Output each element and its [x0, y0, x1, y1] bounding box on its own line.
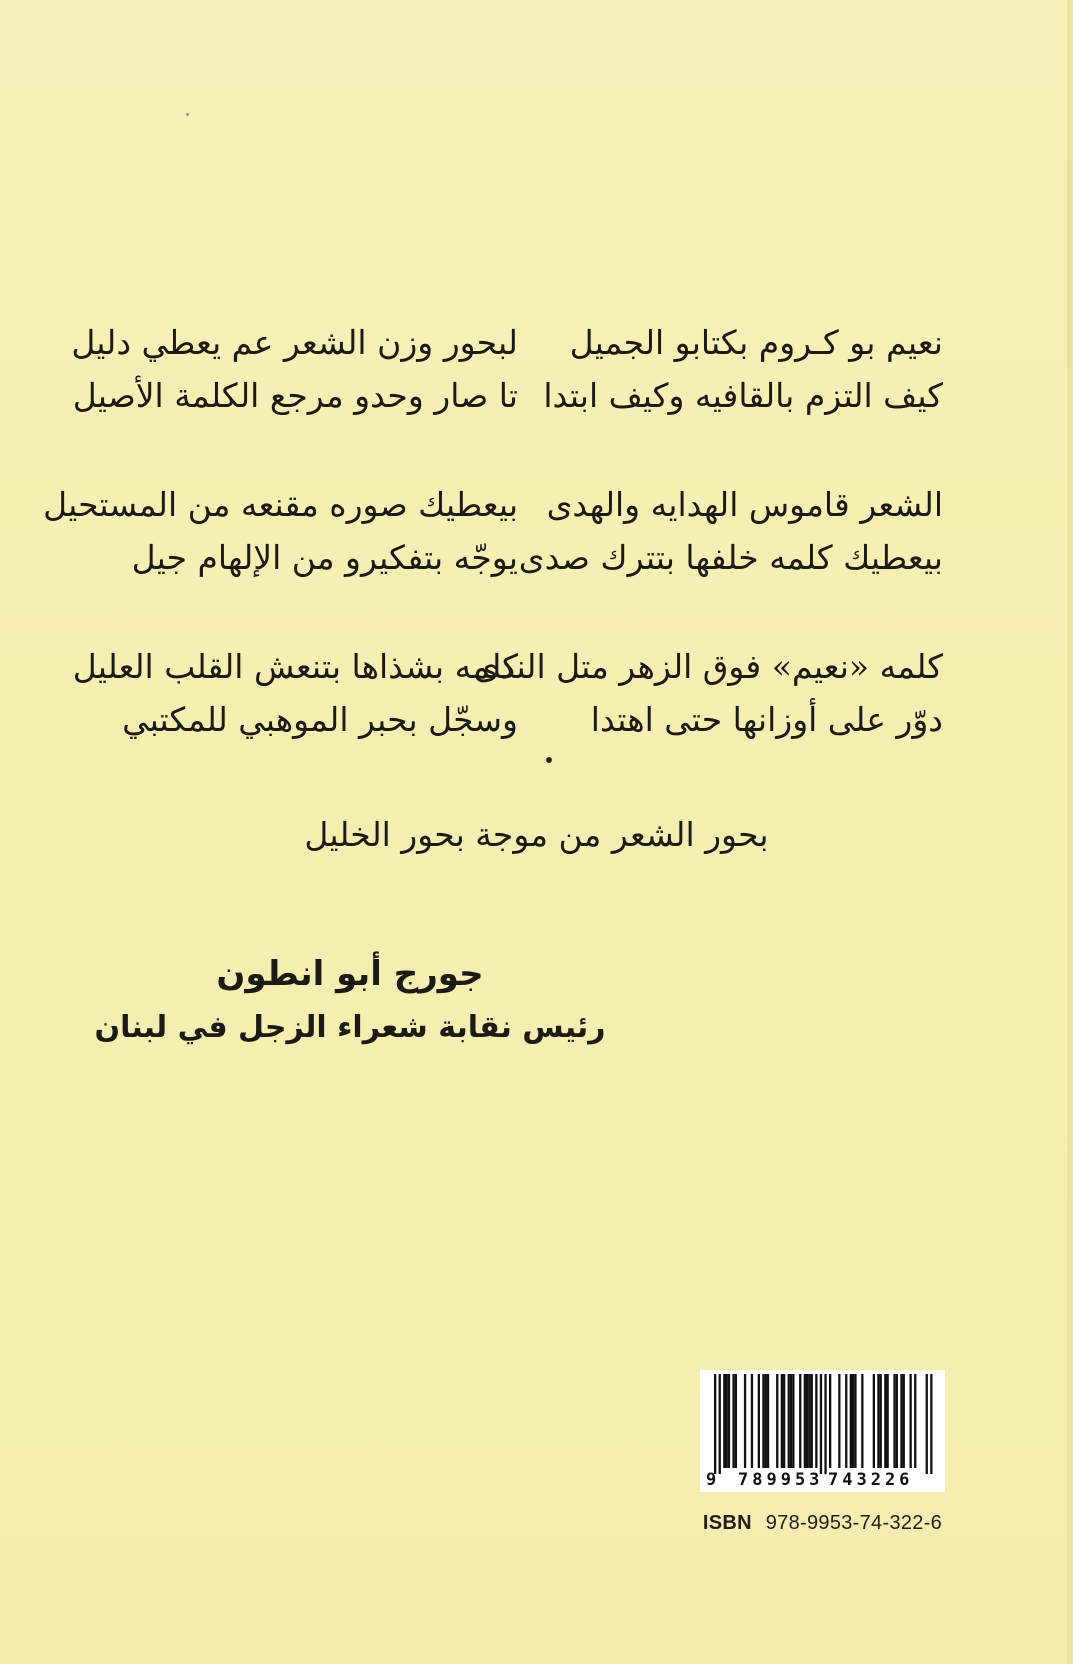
- barcode-bar: [845, 1374, 847, 1468]
- barcode-bar: [900, 1374, 902, 1468]
- barcode-bar: [714, 1374, 716, 1474]
- barcode-digits: [700, 1470, 945, 1492]
- barcode-digit-group-2: 743226: [828, 1470, 914, 1490]
- signature-block: [0, 945, 700, 1053]
- verse-line: بيعطيك كلمه خلفها بتترك صدى: [518, 538, 943, 577]
- barcode-bar: [783, 1374, 785, 1468]
- barcode-bar: [854, 1374, 856, 1468]
- isbn-label: ISBN: [702, 1512, 752, 1534]
- barcode-bar: [811, 1374, 813, 1468]
- barcode: [700, 1370, 945, 1510]
- verse-line: الشعر قاموس الهدايه والهدى: [546, 485, 943, 524]
- barcode-bar: [815, 1374, 817, 1468]
- stanza-1-left: [71, 316, 518, 422]
- barcode-bar: [838, 1374, 840, 1468]
- stanza-3-right: [473, 640, 943, 746]
- dot-ornament: [546, 757, 552, 763]
- paper-speck: [186, 113, 189, 116]
- stanza-2-right: [518, 478, 943, 584]
- verse-line: وسجّل بحبر الموهبي للمكتبي: [122, 700, 518, 739]
- barcode-bar: [824, 1374, 826, 1474]
- verse-line: كلمه «نعيم» فوق الزهر متل الندى: [473, 647, 943, 686]
- verse-line: دوّر على أوزانها حتى اهتدا: [590, 700, 943, 739]
- barcode-bar: [732, 1374, 734, 1468]
- verse-line: كيف التزم بالقافيه وكيف ابتدا: [543, 376, 943, 415]
- verse-line: لبحور وزن الشعر عم يعطي دليل: [71, 323, 518, 362]
- isbn: [700, 1512, 945, 1535]
- stanza-2-left: [43, 478, 518, 584]
- barcode-bar: [910, 1374, 912, 1468]
- barcode-bar: [719, 1374, 721, 1474]
- barcode-bar: [781, 1374, 783, 1468]
- barcode-bar: [776, 1374, 778, 1468]
- barcode-bar: [852, 1374, 854, 1468]
- closing-line-text: بحور الشعر من موجة بحور الخليل: [304, 815, 769, 854]
- barcode-bar: [728, 1374, 730, 1468]
- barcode-bar: [884, 1374, 886, 1468]
- barcode-bar: [877, 1374, 879, 1468]
- barcode-bar: [744, 1374, 746, 1468]
- stanza-3-left: [72, 640, 518, 746]
- barcode-bar: [926, 1374, 928, 1474]
- isbn-number: 978-9953-74-322-6: [765, 1512, 943, 1534]
- barcode-bar: [887, 1374, 889, 1468]
- barcode-bar: [767, 1374, 769, 1468]
- verse-line: يوجّه بتفكيرو من الإلهام جيل: [131, 538, 518, 577]
- verse-line: تا صار وحدو مرجع الكلمة الأصيل: [72, 376, 518, 415]
- barcode-bar: [726, 1374, 728, 1468]
- barcode-bar: [893, 1374, 895, 1468]
- barcode-bar: [790, 1374, 792, 1468]
- barcode-bar: [896, 1374, 898, 1468]
- barcode-bar: [914, 1374, 916, 1468]
- barcode-digit-group-1: 789953: [738, 1470, 824, 1490]
- barcode-bar: [930, 1374, 932, 1474]
- barcode-bar: [903, 1374, 905, 1468]
- barcode-bar: [806, 1374, 808, 1468]
- barcode-bar: [762, 1374, 764, 1468]
- closing-line: [0, 808, 1073, 861]
- barcode-bar: [861, 1374, 863, 1468]
- barcode-first-digit: 9: [706, 1470, 717, 1490]
- verse-line: كلمه بشذاها بتنعش القلب العليل: [72, 647, 518, 686]
- author-title: رئيس نقابة شعراء الزجل في لبنان: [94, 1010, 606, 1045]
- barcode-bars: [700, 1370, 945, 1474]
- barcode-bar: [788, 1374, 790, 1468]
- author-name: جورج أبو انطون: [216, 954, 484, 994]
- verse-line: نعيم بو كـروم بكتابو الجميل: [569, 323, 943, 362]
- verse-line: بيعطيك صوره مقنعه من المستحيل: [43, 485, 518, 524]
- barcode-bar: [873, 1374, 875, 1468]
- barcode-bar: [735, 1374, 737, 1468]
- barcode-bar: [758, 1374, 760, 1468]
- barcode-bar: [751, 1374, 753, 1468]
- barcode-bar: [829, 1374, 831, 1468]
- barcode-bar: [850, 1374, 852, 1468]
- barcode-bar: [723, 1374, 725, 1468]
- barcode-bar: [804, 1374, 806, 1468]
- barcode-bar: [799, 1374, 801, 1468]
- barcode-bar: [765, 1374, 767, 1468]
- barcode-bar: [820, 1374, 822, 1474]
- stanza-1-right: [543, 316, 943, 422]
- barcode-bar: [880, 1374, 882, 1468]
- barcode-bar: [808, 1374, 810, 1468]
- barcode-bar: [792, 1374, 794, 1468]
